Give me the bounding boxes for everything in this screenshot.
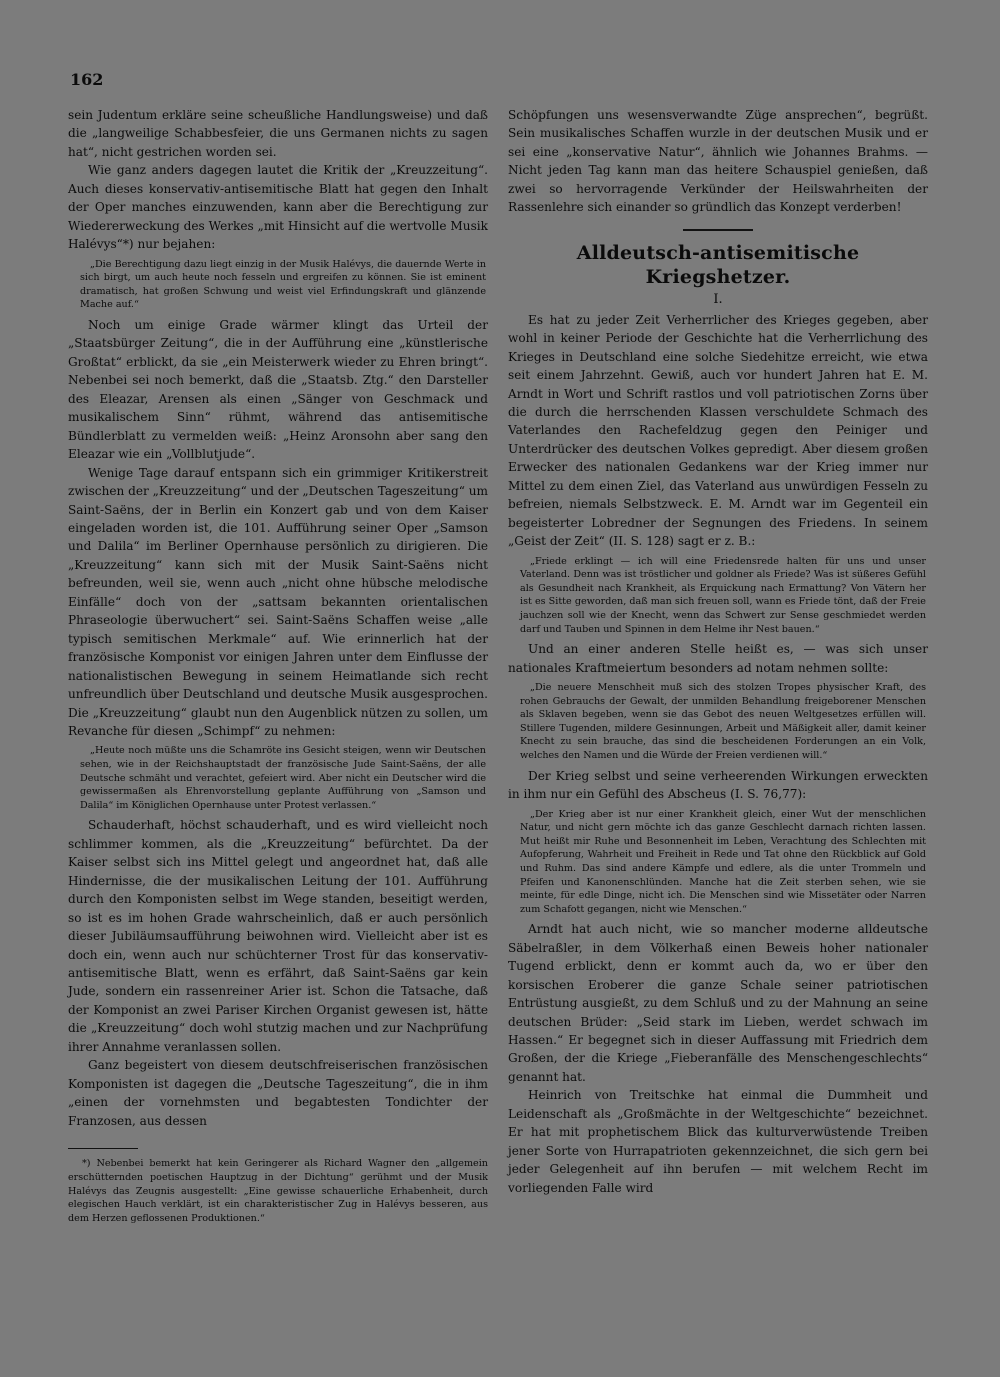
paragraph: Schauderhaft, höchst schauderhaft, und es wird vielleicht noch schlimmer kommen, als die „Kreuzzeitung“ befürchtet. Da der Kaiser selbst sich ins Mittel gelegt und angeordnet hat, daß alle Hindernisse, die der musikalischen Leitung der 101. Aufführung durch den Komponisten selbst im Wege standen, beseitigt werden, so ist es im hohen Grade wahrscheinlich, daß er auch persönlich dieser Jubiläumsaufführung beiwohnen wird. Vielleicht aber ist es doch ein, wenn auch nur schüchterner Trost für das konservativ-antisemitische Blatt, wenn es erfährt, daß Saint-Saëns gar kein Jude, sondern ein rassenreiner Arier ist. Schon die Tatsache, daß der Komponist an zwei Pariser Kirchen Organist gewesen ist, hätte die „Kreuzzeitung“ doch wohl stutzig machen und zur Nachprüfung ihrer Annahme veranlassen sollen. (68, 818, 488, 1054)
block-quote (508, 681, 928, 763)
paragraph: Arndt hat auch nicht, wie so mancher moderne alldeutsche Säbelraßler, in dem Völkerhaß einen Beweis hoher nationaler Tugend erblickt, denn er kommt auch da, wo er über den korsischen Eroberer die ganze Schale seiner patriotischen Entrüstung ausgießt, zu dem Schluß und zu der Mahnung an seine deutschen Brüder: „Seid stark im Lieben, werdet schwach im Hassen.“ Er begegnet sich in dieser Auffassung mit Friedrich dem Großen, der die Kriege „Fieberanfälle des Menschengeschlechts“ genannt hat. (508, 922, 928, 1084)
paragraph: Ganz begeistert von diesem deutschfreiserischen französischen Komponisten ist dagegen die „Deutsche Tageszeitung“, die in ihm „einen der vornehmsten und begabtesten Tondichter der Franzosen, aus dessen (68, 1058, 488, 1128)
section-number: I. (713, 291, 723, 307)
block-quote (508, 808, 928, 917)
block-quote (68, 744, 488, 812)
block-quote (68, 258, 488, 312)
footnote-text: *) Nebenbei bemerkt hat kein Geringerer als Richard Wagner den „allgemein erschütternden poetischen Hauptzug in der Dichtung“ gerühmt und der Musik Halévys das Zeugnis ausgestellt: „Eine gewisse schauerliche Erhabenheit, durch elegischen Hauch verklärt, ist ein charakteristischer Zug in Halévys besseren, aus dem Herzen geflossenen Produktionen.“ (68, 1158, 488, 1225)
paragraph: Wie ganz anders dagegen lautet die Kritik der „Kreuzzeitung“. Auch dieses konservativ-antisemitische Blatt hat gegen den Inhalt der Oper manches einzuwenden, kann aber die Berechtigung zur Wiedererweckung des Werkes „mit Hinsicht auf die wertvolle Musik Halévys“*) nur bejahen: (68, 163, 488, 252)
quote-text: „Friede erklingt — ich will eine Friedensrede halten für uns und unser Vaterland. Denn was ist tröstlicher und goldner als Friede? Was ist süßeres Gefühl als Gesundheit nach Krankheit, als Erquickung nach Ermattung? Von Vätern her ist es Sitte geworden, daß man sich freuen soll, wann es Friede tönt, daß der Freie jauchzen soll wie der Knecht, wenn das Schwert zur Sense geschmiedet werden darf und Tauben und Spinnen in dem Helme ihr Nest bauen.“ (520, 555, 926, 635)
block-quote (508, 555, 928, 637)
paragraph: Schöpfungen uns wesensverwandte Züge ansprechen“, begrüßt. Sein musikalisches Schaffen wurzle in der deutschen Musik und er sei eine „konservative Natur“, ähnlich wie Johannes Brahms. — Nicht jeden Tag kann man das heitere Schauspiel genießen, daß zwei so hervorragende Verkünder der Heilswahrheiten der Rassenlehre sich einander so gründlich das Konzept verderben! (508, 108, 928, 215)
quote-text: „Die Berechtigung dazu liegt einzig in der Musik Halévys, die dauernde Werte in sich birgt, um auch heute noch fesseln und ergreifen zu können. Sie ist eminent dramatisch, hat großen Schwung und weist viel Erfindungskraft und glänzende Mache auf.“ (80, 258, 486, 311)
paragraph: Der Krieg selbst und seine verheerenden Wirkungen erweckten in ihm nur ein Gefühl des Abscheus (I. S. 76,77): (508, 768, 928, 802)
quote-text: „Heute noch müßte uns die Schamröte ins Gesicht steigen, wenn wir Deutschen sehen, wie in der Reichshauptstadt der französische Jude Saint-Saëns, der alle Deutsche schmäht und verachtet, gefeiert wird. Aber nicht ein Deutscher wird die gewissermaßen als Ehrenvorstellung geplante Aufführung von „Samson und Dalila“ im Königlichen Opernhause unter Protest verlassen.“ (80, 745, 486, 811)
paragraph: Es hat zu jeder Zeit Verherrlicher des Krieges gegeben, aber wohl in keiner Periode der Geschichte hat die Verherrlichung des Krieges in Deutschland eine solche Siedehitze erreicht, wie etwa seit einem Jahrzehnt. Gewiß, auch vor hundert Jahren hat E. M. Arndt in Wort und Schrift rastlos und voll patriotischen Zorns über die durch die herrschenden Klassen verschuldete Schmach des Vaterlandes den Rachefeldzug gegen den Peiniger und Unterdrücker des deutschen Volkes gepredigt. Aber diesem großen Erwecker des nationalen Gedankens war der Krieg immer nur Mittel zu dem einen Ziel, das Vaterland aus unwürdigen Fesseln zu befreien, niemals Selbstzweck. E. M. Arndt war im Gegenteil ein begeisterter Lobredner der Segnungen des Friedens. In seinem „Geist der Zeit“ (II. S. 128) sagt er z. B.: (508, 312, 928, 549)
footnote-divider (68, 1148, 138, 1149)
quote-text: „Der Krieg aber ist nur einer Krankheit gleich, einer Wut der menschlichen Natur, und nicht gern möchte ich das ganze Geschlecht darnach richten lassen. Mut heißt mir Ruhe und Besonnenheit im Leben, Verachtung des Schlechten mit Aufopferung, Wahrheit und Freiheit in Rede und Tat ohne den Rückblick auf Gold und Ruhm. Das sind andere Kämpfe und edlere, als die unter Trommeln und Pfeifen und Kanonenschlünden. Manche hat die Zeit sterben sehen, wie sie meinte, für edle Dinge, nicht ich. Die Menschen sind wie Missetäter oder Narren zum Schafott gegangen, nicht wie Menschen.“ (520, 808, 926, 915)
paragraph: Noch um einige Grade wärmer klingt das Urteil der „Staatsbürger Zeitung“, die in der Aufführung eine „künstlerische Großtat“ erblickt, da sie „ein Meisterwerk wieder zu Ehren bringt“. Nebenbei sei noch bemerkt, daß die „Staatsb. Ztg.“ den Darsteller des Eleazar, Arensen als einen „Sänger von Geschmack und musikalischem Sinn“ rühmt, während das antisemitische Bündlerblatt zu vermelden weiß: „Heinz Aronsohn aber sang den Eleazar wie ein „Vollblutjude“. (68, 318, 488, 462)
page-number: 162 (70, 70, 104, 89)
paragraph: sein Judentum erkläre seine scheußliche Handlungsweise) und daß die „langweilige Schabbesfeier, die uns Germanen nichts zu sagen hat“, nicht gestrichen worden sei. (68, 108, 488, 159)
section-title: Alldeutsch-antisemitische Kriegshetzer. (576, 241, 860, 288)
left-column (68, 106, 488, 1344)
right-column (508, 106, 928, 1344)
paragraph: Und an einer anderen Stelle heißt es, — was sich unser nationales Kraftmeiertum besonders ad notam nehmen sollte: (508, 642, 928, 675)
quote-text: „Die neuere Menschheit muß sich des stolzen Tropes physischer Kraft, des rohen Gebrauchs der Gewalt, der unmilden Behandlung freigeborener Menschen als Sklaven begeben, wenn sie das Gebot des neuen Weltgesetzes erfüllen will. Stillere Tugenden, mildere Gesinnungen, Arbeit und Mäßigkeit aller, damit keiner Knecht zu sein brauche, das sind die bescheidenen Forderungen an ein Volk, welches den Namen und die Würde der Freien verdienen will.“ (520, 682, 926, 762)
paragraph: Wenige Tage darauf entspann sich ein grimmiger Kritikerstreit zwischen der „Kreuzzeitung“ und der „Deutschen Tageszeitung“ um Saint-Saëns, der in Berlin ein Konzert gab und von dem Kaiser eingeladen worden ist, die 101. Aufführung seiner Oper „Samson und Dalila“ im Berliner Opernhause persönlich zu dirigieren. Die „Kreuzzeitung“ kann sich mit der Musik Saint-Saëns nicht befreunden, weil sie, wenn auch „nicht ohne hübsche melodische Einfälle“ doch von der „sattsam bekannten orientalischen Phraseologie überwuchert“ sei. Saint-Saëns Schaffen weise „alle typisch semitischen Merkmale“ auf. Wie erinnerlich hat der französische Komponist vor einigen Jahren unter dem Einflusse der nationalistischen Bewegung in seinem Heimatlande sich recht unfreundlich über Deutschland und deutsche Musik ausgesprochen. Die „Kreuzzeitung“ glaubt nun den Augenblick nützen zu sollen, um Revanche für diesen „Schimpf“ zu nehmen: (68, 465, 488, 738)
footnote (68, 1157, 488, 1226)
section-divider (683, 229, 753, 231)
paragraph: Heinrich von Treitschke hat einmal die Dummheit und Leidenschaft als „Großmächte in der Weltgeschichte“ bezeichnet. Er hat mit prophetischem Blick das kulturverwüstende Treiben jener Sorte von Hurrapatrioten gekennzeichnet, die sich gern bei jeder Gelegenheit auf ihn berufen — mit welchem Recht im vorliegenden Falle wird (508, 1088, 928, 1195)
